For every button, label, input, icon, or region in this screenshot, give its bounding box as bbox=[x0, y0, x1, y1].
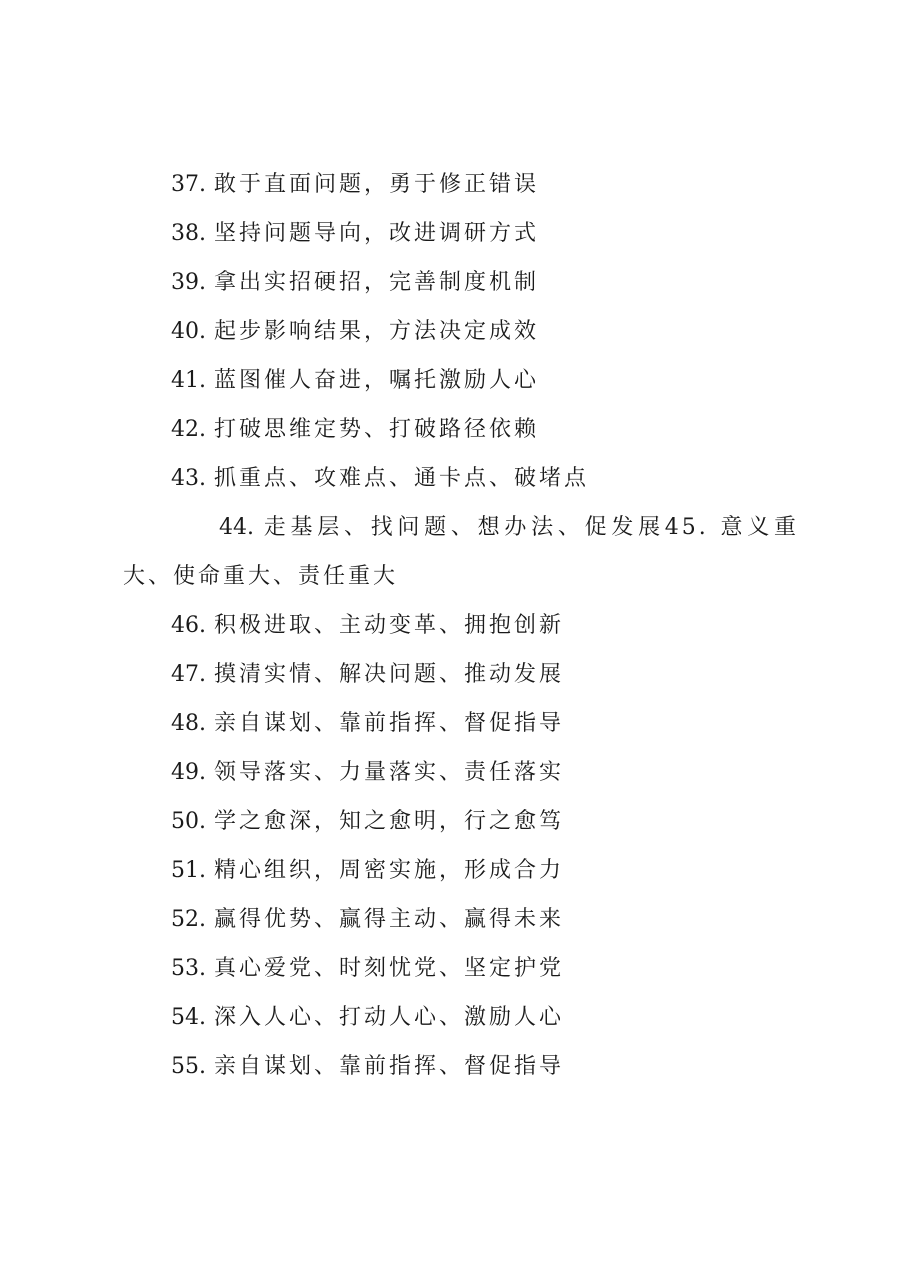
phrase-list bbox=[123, 160, 803, 1091]
item-text: 精心组织，周密实施，形成合力 bbox=[214, 858, 565, 883]
list-item bbox=[123, 258, 803, 307]
item-text: 领导落实、力量落实、责任落实 bbox=[214, 760, 565, 785]
list-item bbox=[123, 160, 803, 209]
item-text: 真心爱党、时刻忧党、坚定护党 bbox=[214, 956, 565, 981]
item-number: 46. bbox=[171, 613, 206, 638]
item-number: 44. bbox=[219, 515, 254, 540]
list-item bbox=[123, 699, 803, 748]
list-item bbox=[123, 356, 803, 405]
list-item bbox=[123, 650, 803, 699]
list-item bbox=[123, 307, 803, 356]
item-text: 走基层、找问题、想办法、促发展45. 意义重大、使命重大、责任重大 bbox=[123, 515, 799, 589]
list-item bbox=[123, 748, 803, 797]
list-item bbox=[123, 209, 803, 258]
list-item bbox=[123, 797, 803, 846]
item-number: 49. bbox=[171, 760, 206, 785]
item-text: 学之愈深，知之愈明，行之愈笃 bbox=[214, 809, 565, 834]
item-text: 抓重点、攻难点、通卡点、破堵点 bbox=[214, 466, 590, 491]
item-number: 50. bbox=[171, 809, 206, 834]
item-text: 拿出实招硬招，完善制度机制 bbox=[214, 270, 540, 295]
item-number: 37. bbox=[171, 172, 206, 197]
list-item bbox=[123, 601, 803, 650]
item-text: 打破思维定势、打破路径依赖 bbox=[214, 417, 540, 442]
item-text: 亲自谋划、靠前指挥、督促指导 bbox=[214, 1054, 565, 1079]
item-number: 53. bbox=[171, 956, 206, 981]
item-number: 54. bbox=[171, 1005, 206, 1030]
item-text: 积极进取、主动变革、拥抱创新 bbox=[214, 613, 565, 638]
list-item bbox=[123, 993, 803, 1042]
item-number: 39. bbox=[171, 270, 206, 295]
item-text: 深入人心、打动人心、激励人心 bbox=[214, 1005, 565, 1030]
item-number: 55. bbox=[171, 1054, 206, 1079]
item-text: 赢得优势、赢得主动、赢得未来 bbox=[214, 907, 565, 932]
item-text: 敢于直面问题，勇于修正错误 bbox=[214, 172, 540, 197]
item-text: 起步影响结果，方法决定成效 bbox=[214, 319, 540, 344]
item-number: 48. bbox=[171, 711, 206, 736]
item-number: 41. bbox=[171, 368, 206, 393]
item-number: 51. bbox=[171, 858, 206, 883]
list-item-wrapped bbox=[123, 503, 799, 601]
item-number: 43. bbox=[171, 466, 206, 491]
list-item bbox=[123, 454, 803, 503]
list-item bbox=[123, 405, 803, 454]
item-number: 47. bbox=[171, 662, 206, 687]
list-item bbox=[123, 846, 803, 895]
item-number: 38. bbox=[171, 221, 206, 246]
item-text: 亲自谋划、靠前指挥、督促指导 bbox=[214, 711, 565, 736]
item-text: 坚持问题导向，改进调研方式 bbox=[214, 221, 540, 246]
item-text: 蓝图催人奋进，嘱托激励人心 bbox=[214, 368, 540, 393]
item-text: 摸清实情、解决问题、推动发展 bbox=[214, 662, 565, 687]
item-number: 52. bbox=[171, 907, 206, 932]
item-number: 42. bbox=[171, 417, 206, 442]
list-item bbox=[123, 895, 803, 944]
list-item bbox=[123, 944, 803, 993]
list-item bbox=[123, 1042, 803, 1091]
item-number: 40. bbox=[171, 319, 206, 344]
